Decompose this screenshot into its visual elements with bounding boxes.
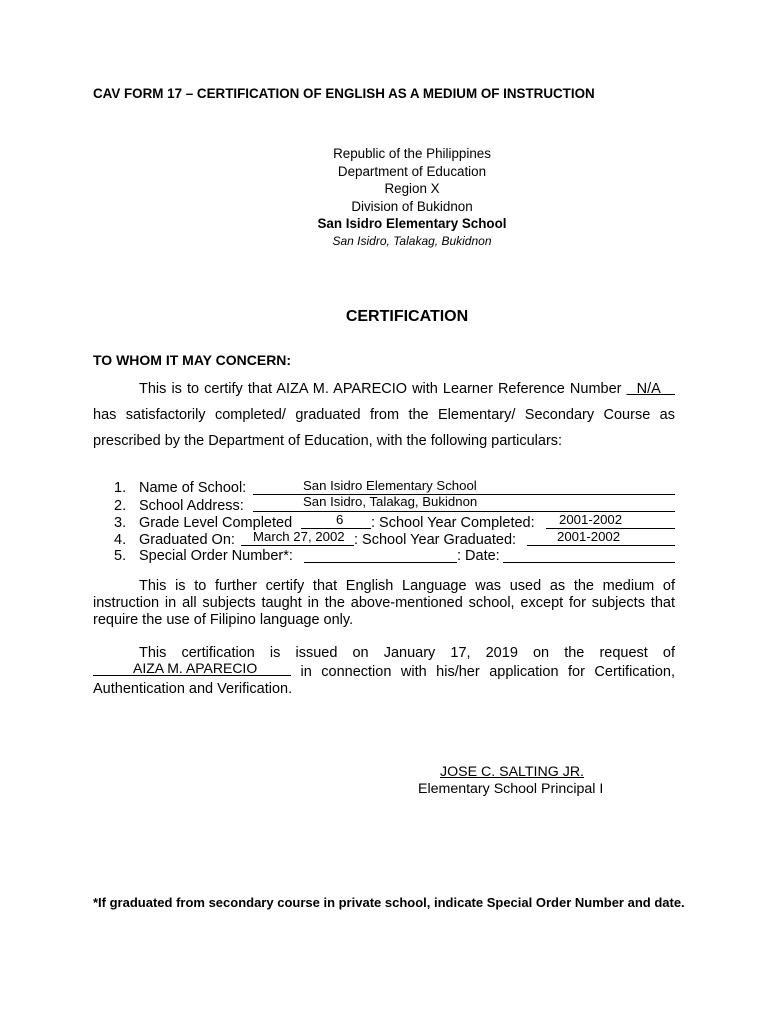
certification-title: CERTIFICATION [345, 308, 469, 325]
paragraph1-intro: This is to certify that AIZA M. APARECIO with Learner Reference Number [139, 381, 622, 397]
particular-school-address: 2. School Address: [114, 498, 244, 514]
header-region: Region X [384, 181, 440, 197]
requester-name: AIZA M. APARECIO [133, 660, 258, 676]
particular-special-order: 5. Special Order Number*: [114, 548, 293, 564]
header-school: San Isidro Elementary School [317, 216, 507, 232]
graduated-on-value: March 27, 2002 [253, 529, 345, 544]
school-year-graduated-label: : School Year Graduated: [354, 532, 517, 548]
grade-level-value: 6 [336, 512, 344, 527]
signatory-position: Elementary School Principal I [418, 781, 604, 797]
form-title: CAV FORM 17 – CERTIFICATION OF ENGLISH AS A MEDIUM OF INSTRUCTION [93, 86, 595, 101]
paragraph-certify [93, 376, 675, 454]
school-address-value: San Isidro, Talakag, Bukidnon [303, 494, 478, 509]
paragraph-medium-of-instruction: This is to further certify that English Language was used as the medium of instruction in all subjects taught in the above-mentioned school, except for subjects that require the use of Filipino language only. [93, 578, 675, 628]
special-order-date-label: : Date: [457, 548, 500, 564]
footnote: *If graduated from secondary course in private school, indicate Special Order Number and date. [93, 895, 685, 910]
header-division: Division of Bukidnon [351, 198, 473, 214]
particular-school-name: 1. Name of School: [114, 480, 247, 496]
paragraph3-intro: This certification is issued on January 17, 2019 on the request of [139, 645, 675, 661]
special-order-date-line [503, 548, 675, 563]
paragraph1-rest: has satisfactorily completed/ graduated from the Elementary/ Secondary Course as prescribed by the Department of Education, with the following particulars: [93, 407, 675, 449]
school-year-completed-value: 2001-2002 [559, 512, 623, 527]
header-address: San Isidro, Talakag, Bukidnon [332, 233, 492, 248]
special-order-line [304, 548, 457, 563]
salutation: TO WHOM IT MAY CONCERN: [93, 352, 292, 368]
letterhead [0, 145, 768, 251]
particular-graduated-on: 4. Graduated On: [114, 532, 235, 548]
school-year-completed-label: : School Year Completed: [371, 515, 535, 531]
lrn-value: N/A [636, 381, 661, 397]
header-republic: Republic of the Philippines [333, 146, 491, 161]
paragraph3-rest: in connection with his/her application for Certification, Authentication and Verification. [93, 663, 676, 697]
particular-grade-level: 3. Grade Level Completed [114, 515, 293, 531]
school-year-graduated-value: 2001-2002 [557, 529, 621, 544]
signatory-name: JOSE C. SALTING JR. [440, 764, 585, 780]
header-department: Department of Education [337, 163, 487, 179]
signatory-block [418, 764, 603, 798]
school-name-value: San Isidro Elementary School [303, 478, 477, 493]
